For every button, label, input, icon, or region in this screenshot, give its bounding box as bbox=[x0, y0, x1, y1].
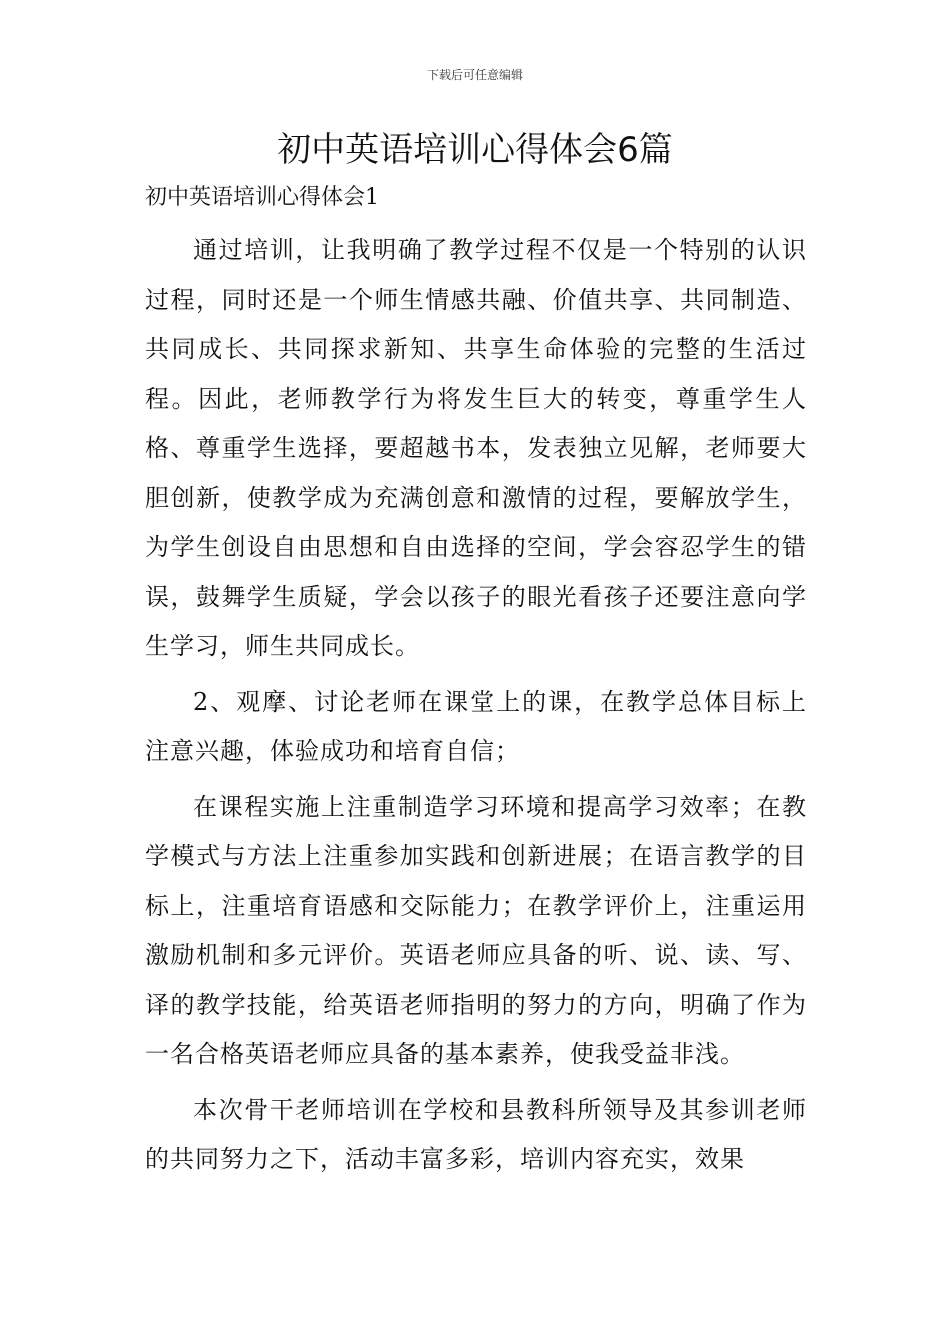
document-body bbox=[145, 226, 807, 1191]
section-heading: 初中英语培训心得体会1 bbox=[145, 185, 379, 210]
paragraph: 2、观摩、讨论老师在课堂上的课，在教学总体目标上注意兴趣，体验成功和培育自信； bbox=[145, 687, 807, 765]
paragraph: 本次骨干老师培训在学校和县教科所领导及其参训老师的共同努力之下，活动丰富多彩，培训内容充实，效果 bbox=[145, 1095, 807, 1173]
paragraph: 通过培训，让我明确了教学过程不仅是一个特别的认识过程，同时还是一个师生情感共融、价值共享、共同制造、共同成长、共同探求新知、共享生命体验的完整的生活过程。因此，老师教学行为将发生巨大的转变，尊重学生人格、尊重学生选择，要超越书本，发表独立见解，老师要大胆创新，使教学成为充满创意和激情的过程，要解放学生，为学生创设自由思想和自由选择的空间，学会容忍学生的错误，鼓舞学生质疑，学会以孩子的眼光看孩子还要注意向学生学习，师生共同成长。 bbox=[145, 236, 807, 660]
header-note: 下载后可任意编辑 bbox=[426, 68, 523, 82]
paragraph: 在课程实施上注重制造学习环境和提高学习效率；在教学模式与方法上注重参加实践和创新进展；在语言教学的目标上，注重培育语感和交际能力；在教学评价上，注重运用激励机制和多元评价。英语老师应具备的听、说、读、写、译的教学技能，给英语老师指明的努力的方向，明确了作为一名合格英语老师应具备的基本素养，使我受益非浅。 bbox=[145, 792, 807, 1068]
document-title: 初中英语培训心得体会6篇 bbox=[277, 130, 673, 170]
